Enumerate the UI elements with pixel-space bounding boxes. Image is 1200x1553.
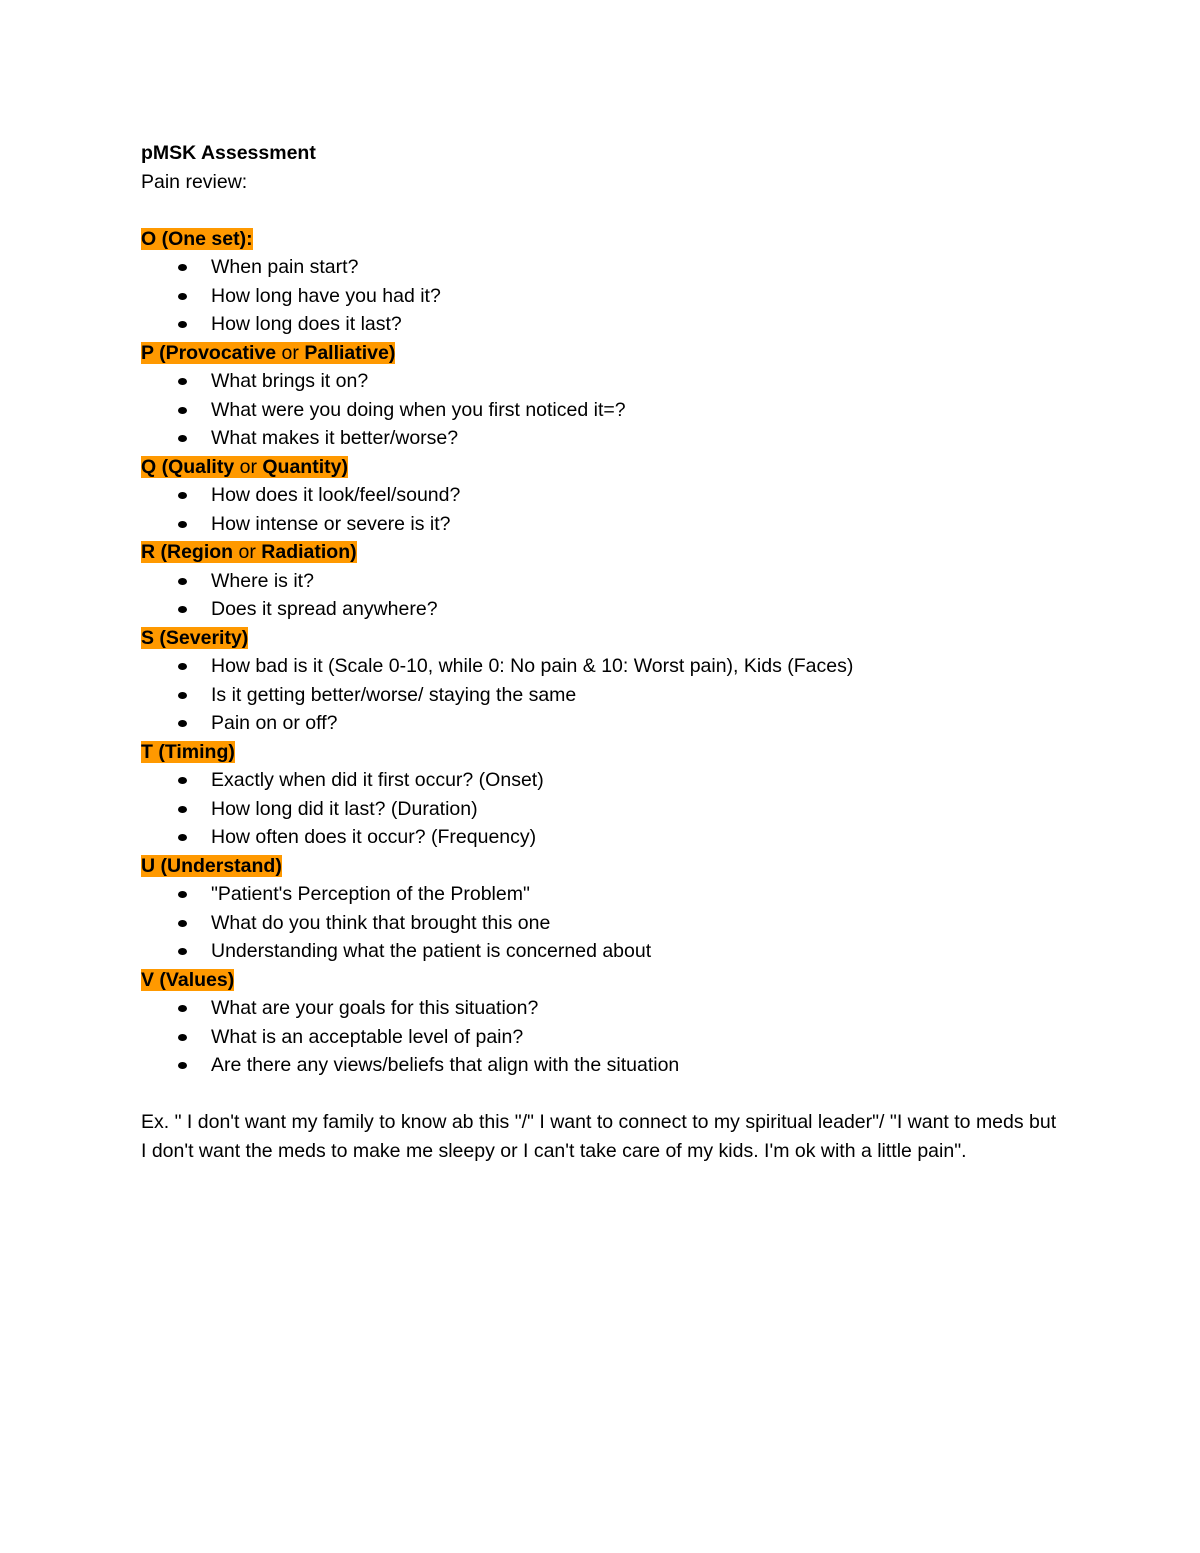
list-item-text: Understanding what the patient is concerned about (211, 940, 652, 962)
list-item (141, 652, 1071, 681)
bullet-list (141, 652, 1071, 738)
list-item (141, 396, 1071, 425)
list-item (141, 595, 1071, 624)
bullet-dot-icon (178, 1005, 187, 1012)
heading-term: R (Region (141, 541, 234, 563)
heading-term: P (Provocative (141, 341, 277, 364)
heading-term: Radiation) (261, 541, 357, 563)
list-item-text: How long did it last? (Duration) (211, 797, 478, 820)
section-s (141, 624, 1071, 738)
heading-highlight (141, 969, 234, 991)
list-item (141, 1023, 1071, 1052)
list-item-text: What is an acceptable level of pain? (211, 1025, 524, 1048)
bullet-dot-icon (178, 606, 187, 613)
bullet-dot-icon (178, 293, 187, 300)
section-heading-r (141, 538, 1071, 567)
section-v (141, 966, 1071, 1080)
list-item-text: Are there any views/beliefs that align with the situation (211, 1054, 680, 1076)
bullet-dot-icon (178, 720, 187, 727)
list-item-text: How bad is it (Scale 0-10, while 0: No pain & 10: Worst pain), Kids (Faces) (211, 655, 854, 677)
bullet-dot-icon (178, 264, 187, 271)
bullet-dot-icon (178, 521, 187, 528)
list-item-text: Does it spread anywhere? (211, 598, 438, 620)
heading-connector: or (276, 341, 305, 364)
list-item (141, 424, 1071, 453)
section-r (141, 538, 1071, 624)
document-subtitle: Pain review: (141, 170, 248, 193)
list-item (141, 1051, 1071, 1080)
list-item (141, 880, 1071, 909)
section-u (141, 852, 1071, 966)
list-item-text: How long have you had it? (211, 284, 441, 307)
bullet-dot-icon (178, 407, 187, 414)
list-item-text: What brings it on? (211, 370, 369, 392)
list-item (141, 367, 1071, 396)
heading-term: O (One set): (141, 227, 253, 250)
heading-highlight (141, 741, 235, 763)
bullet-list (141, 481, 1071, 538)
bullet-dot-icon (178, 663, 187, 670)
bullet-list (141, 567, 1071, 624)
list-item (141, 681, 1071, 710)
section-q (141, 453, 1071, 539)
section-heading-v (141, 966, 1071, 995)
bullet-list (141, 880, 1071, 966)
list-item-text: What were you doing when you first noticed it=? (211, 398, 626, 421)
list-item-text: What are your goals for this situation? (211, 997, 539, 1019)
heading-term: T (Timing) (141, 740, 235, 763)
heading-highlight (141, 228, 253, 250)
heading-highlight (141, 627, 248, 649)
list-item-text: What makes it better/worse? (211, 427, 459, 449)
list-item-text: How long does it last? (211, 313, 402, 335)
list-item-text: What do you think that brought this one (211, 911, 551, 934)
heading-term: Quantity) (262, 455, 348, 478)
section-heading-t (141, 738, 1071, 767)
list-item-text: Pain on or off? (211, 712, 338, 734)
bullet-dot-icon (178, 777, 187, 784)
heading-connector: or (233, 541, 262, 563)
section-heading-u (141, 852, 1071, 881)
list-item (141, 567, 1071, 596)
blank-line (141, 196, 1071, 225)
bullet-dot-icon (178, 948, 187, 955)
bullet-dot-icon (178, 578, 187, 585)
heading-connector: or (234, 455, 263, 478)
list-item (141, 823, 1071, 852)
mnemonic-sections (141, 225, 1071, 1080)
list-item (141, 282, 1071, 311)
list-item (141, 481, 1071, 510)
list-item-text: Is it getting better/worse/ staying the same (211, 683, 577, 706)
bullet-dot-icon (178, 1034, 187, 1041)
heading-term: Q (Quality (141, 455, 235, 478)
bullet-dot-icon (178, 806, 187, 813)
section-heading-p (141, 339, 1071, 368)
bullet-dot-icon (178, 920, 187, 927)
bullet-dot-icon (178, 1062, 187, 1069)
section-heading-o (141, 225, 1071, 254)
list-item (141, 795, 1071, 824)
heading-term: Palliative) (304, 341, 396, 364)
bullet-dot-icon (178, 492, 187, 499)
section-p (141, 339, 1071, 453)
list-item (141, 937, 1071, 966)
list-item (141, 510, 1071, 539)
section-o (141, 225, 1071, 339)
list-item (141, 766, 1071, 795)
list-item (141, 994, 1071, 1023)
list-item (141, 709, 1071, 738)
bullet-list (141, 766, 1071, 852)
bullet-dot-icon (178, 378, 187, 385)
list-item (141, 310, 1071, 339)
bullet-dot-icon (178, 321, 187, 328)
list-item-text: Where is it? (211, 569, 314, 592)
bullet-list (141, 253, 1071, 339)
list-item-text: How does it look/feel/sound? (211, 484, 461, 506)
list-item-text: Exactly when did it first occur? (Onset) (211, 769, 544, 791)
list-item-text: How intense or severe is it? (211, 512, 451, 535)
list-item-text: When pain start? (211, 256, 359, 278)
document-title: pMSK Assessment (141, 142, 316, 164)
bullet-dot-icon (178, 435, 187, 442)
section-heading-q (141, 453, 1071, 482)
heading-term: S (Severity) (141, 626, 249, 649)
section-heading-s (141, 624, 1071, 653)
heading-highlight (141, 342, 395, 364)
list-item-text: How often does it occur? (Frequency) (211, 826, 537, 848)
list-item (141, 909, 1071, 938)
heading-highlight (141, 456, 348, 478)
bullet-list (141, 994, 1071, 1080)
heading-term: U (Understand) (141, 854, 282, 877)
bullet-dot-icon (178, 891, 187, 898)
heading-term: V (Values) (141, 968, 235, 991)
example-paragraph: Ex. " I don't want my family to know ab this "/" I want to connect to my spiritual leader"/ "I want to meds but I don't want the meds to make me sleepy or I can't take care of my kids. I'm ok with a little pain". (141, 1111, 1057, 1162)
document-page (141, 139, 1071, 1165)
bullet-dot-icon (178, 692, 187, 699)
bullet-dot-icon (178, 834, 187, 841)
heading-highlight (141, 541, 357, 563)
list-item (141, 253, 1071, 282)
heading-highlight (141, 855, 282, 877)
bullet-list (141, 367, 1071, 453)
list-item-text: "Patient's Perception of the Problem" (211, 883, 530, 905)
section-t (141, 738, 1071, 852)
